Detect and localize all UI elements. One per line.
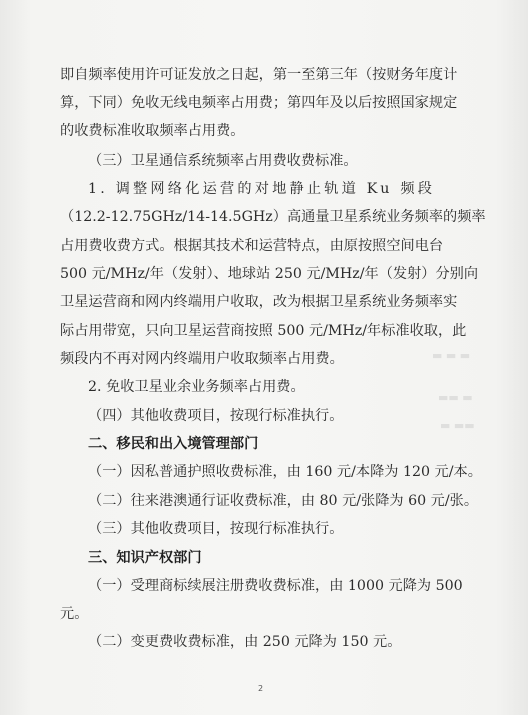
section-heading: 三、知识产权部门 (88, 550, 202, 566)
paragraph-line: 即自频率使用许可证发放之日起，第一至第三年（按财务年度计 (60, 67, 458, 83)
paragraph-line: 元。 (60, 606, 89, 622)
paragraph-line: （二）变更费收费标准，由 250 元降为 150 元。 (88, 634, 402, 650)
paragraph-line: （一）受理商标续展注册费收费标准，由 1000 元降为 500 (88, 578, 463, 594)
bleed-through-text: ▬ ▬ ▬ (432, 349, 471, 362)
bleed-through-text: ▬▬ ▬ (438, 391, 473, 404)
section-subtitle: （三）卫星通信系统频率占用费收费标准。 (88, 153, 358, 169)
paragraph-line: （12.2-12.75GHz/14-14.5GHz）高通量卫星系统业务频率的频率 (60, 209, 486, 225)
paragraph-line: 500 元/MHz/年（发射）、地球站 250 元/MHz/年（发射）分别向 (60, 266, 479, 282)
section-heading: 二、移民和出入境管理部门 (88, 436, 259, 452)
page-number: 2 (258, 684, 264, 693)
paragraph-line: （三）其他收费项目，按现行标准执行。 (88, 521, 344, 537)
section-subtitle: （四）其他收费项目，按现行标准执行。 (88, 408, 344, 424)
paragraph-line: （二）往来港澳通行证收费标准，由 80 元/张降为 60 元/张。 (88, 493, 479, 509)
bleed-through-text: ▬ ▬▬ (440, 419, 475, 432)
paragraph-line: 卫星运营商和网内终端用户收取，改为根据卫星系统业务频率实 (60, 294, 458, 310)
paragraph-line: 际占用带宽，只向卫星运营商按照 500 元/MHz/年标准收取，此 (60, 323, 467, 339)
paragraph-line: 频段内不再对网内终端用户收取频率占用费。 (60, 351, 344, 367)
paragraph-line: 占用费收费方式。根据其技术和运营特点，由原按照空间电台 (60, 238, 444, 254)
paragraph-line: （一）因私普通护照收费标准，由 160 元/本降为 120 元/本。 (88, 464, 482, 480)
numbered-item: 2. 免收卫星业余业务频率占用费。 (88, 379, 305, 395)
numbered-item: 1. 调整网络化运营的对地静止轨道 Ku 频段 (88, 181, 436, 197)
paragraph-line: 算，下同）免收无线电频率占用费；第四年及以后按照国家规定 (60, 95, 458, 111)
paragraph-line: 的收费标准收取频率占用费。 (60, 123, 245, 139)
